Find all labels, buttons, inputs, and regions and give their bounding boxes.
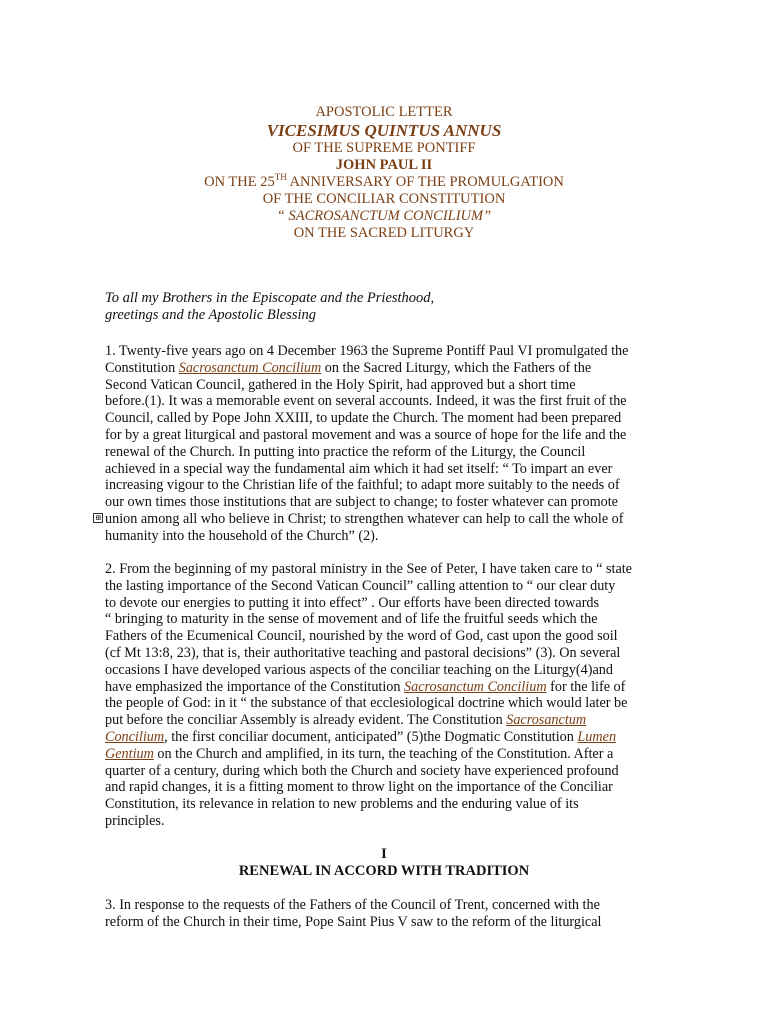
section-heading bbox=[0, 846, 768, 880]
document-header bbox=[0, 104, 768, 242]
paragraph-2: 2. From the beginning of my pastoral ministry in the See of Peter, I have taken care to “ state the lasting importance of the Second Vatican Council” calling attention to “ our clear duty to devote our energies to putting it into effect” . Our efforts have been directed towards “ bringing to maturity in the sense of movement and of life the fruitful seeds which the Fathers of the Ecumenical Council, nourished by the word of God, cast upon the good soil (cf Mt 13:8, 23), that is, their authoritative teaching and pastoral decisions” (3). On several occasions I have developed various aspects of the conciliar teaching on the Liturgy(4)and have emphasized the importance of the Constitution Sacrosanctum Concilium for the life of the people of God: in it “ the substance of that ecclesiological doctrine which would later be put before the conciliar Assembly is already evident. The Constitution Sacrosanctum Concilium, the first conciliar document, anticipated” (5)the Dogmatic Constitution Lumen Gentium on the Church and amplified, in its turn, the teaching of the Constitution. After a quarter of a century, during which both the Church and society have experienced profound and rapid changes, it is a fitting moment to throw light on the importance of the Conciliar Constitution, its relevance in relation to new problems and the enduring value of its principles. bbox=[105, 561, 632, 829]
link-sacrosanctum-concilium-2[interactable]: Sacrosanctum Concilium bbox=[404, 678, 547, 695]
header-anniversary: ON THE 25TH ANNIVERSARY OF THE PROMULGATION bbox=[204, 172, 564, 190]
section-numeral: I bbox=[381, 846, 387, 862]
section-title: RENEWAL IN ACCORD WITH TRADITION bbox=[238, 863, 530, 879]
header-apostolic-letter: APOSTOLIC LETTER bbox=[315, 104, 453, 120]
link-sacrosanctum-3[interactable]: Sacrosanctum bbox=[506, 712, 587, 729]
paragraph-1: 1. Twenty-five years ago on 4 December 1963 the Supreme Pontiff Paul VI promulgated the Constitution Sacrosanctum Concilium on the Sacred Liturgy, which the Fathers of the Second Vatican Council, gathered in the Holy Spirit, had approved but a short time before.(1). It was a memorable event on several accounts. Indeed, it was the first fruit of the Council, called by Pope John XXIII, to update the Church. The moment had been prepared for by a great liturgical and pastoral movement and was a source of hope for the life and the renewal of the Church. In putting into practice the reform of the Liturgy, the Council achieved in a special way the fundamental aim which it had set itself: “ To impart an ever increasing vigour to the Christian life of the faithful; to adapt more suitably to the needs of our own times those institutions that are subject to change; to foster whatever can promote union among all who believe in Christ; to strengthen whatever can help to call the whole of humanity into the household of the Church” (2). bbox=[105, 343, 629, 544]
greeting: To all my Brothers in the Episcopate and the Priesthood, greetings and the Apostolic Blessing bbox=[105, 290, 435, 323]
link-sacrosanctum-concilium[interactable]: Sacrosanctum Concilium bbox=[178, 359, 322, 376]
header-pope-name: JOHN PAUL II bbox=[335, 157, 433, 173]
header-sacred-liturgy: ON THE SACRED LITURGY bbox=[293, 225, 475, 241]
header-constitution-name: “ SACROSANCTUM CONCILIUM” bbox=[276, 208, 492, 224]
comment-marker-icon[interactable]: ⊞ bbox=[93, 513, 103, 523]
link-lumen[interactable]: Lumen bbox=[577, 728, 617, 745]
link-concilium-3[interactable]: Concilium bbox=[105, 728, 165, 745]
header-supreme-pontiff: OF THE SUPREME PONTIFF bbox=[292, 140, 476, 156]
paragraph-3: 3. In response to the requests of the Fathers of the Council of Trent, concerned with the reform of the Church in their time, Pope Saint Pius V saw to the reform of the liturgical bbox=[105, 897, 602, 930]
header-title: VICESIMUS QUINTUS ANNUS bbox=[266, 121, 502, 140]
header-conciliar-constitution: OF THE CONCILIAR CONSTITUTION bbox=[262, 191, 506, 207]
link-gentium[interactable]: Gentium bbox=[105, 745, 154, 762]
